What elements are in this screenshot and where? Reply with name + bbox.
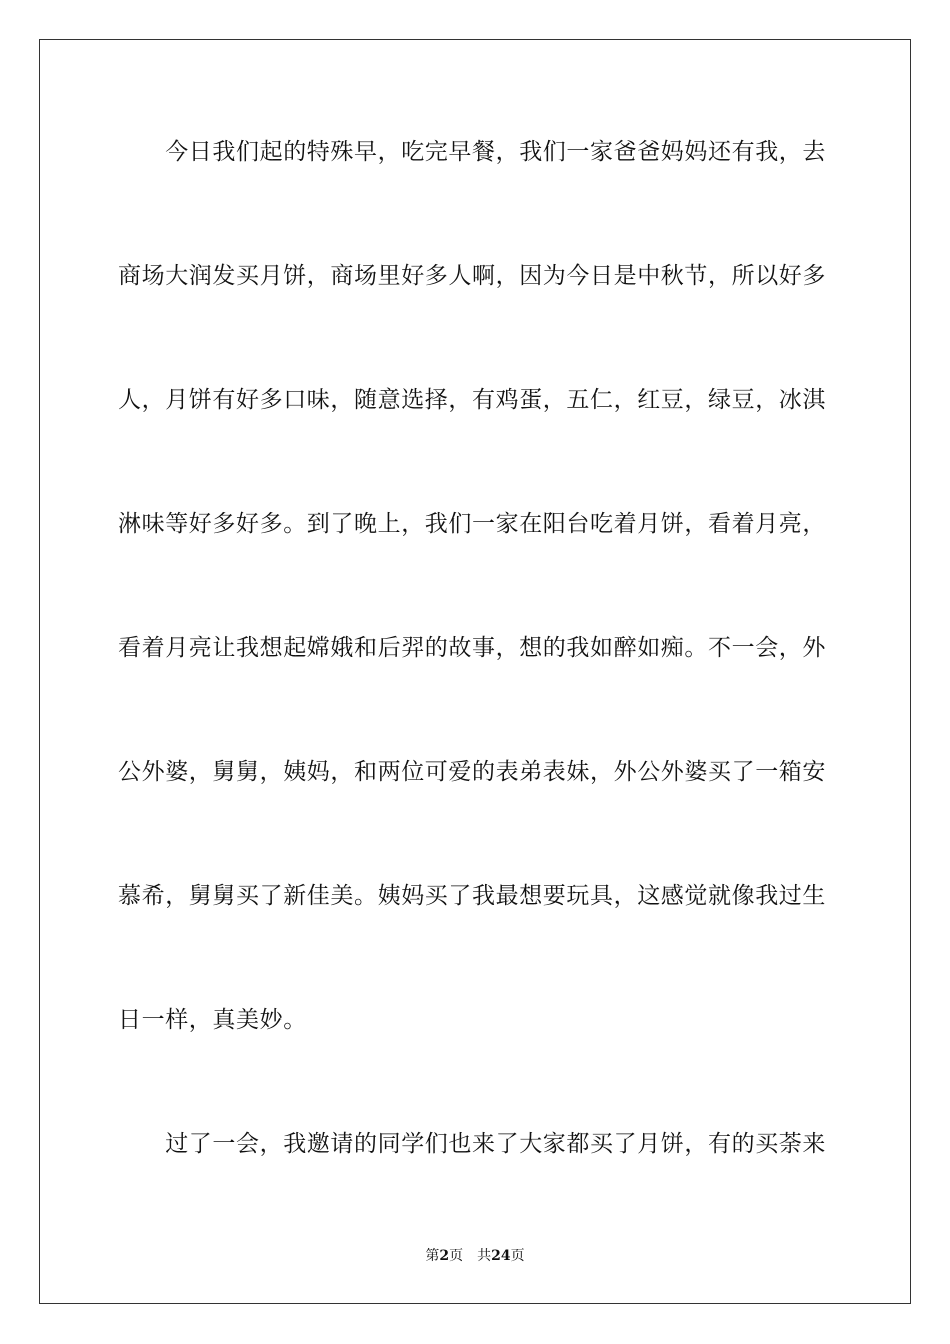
text-line: 看着月亮让我想起嫦娥和后羿的故事，想的我如醉如痴。不一会，外 (118, 635, 826, 661)
text-line: 日一样，真美妙。 (118, 1007, 307, 1033)
page-footer (0, 1247, 950, 1265)
text-line: 今日我们起的特殊早，吃完早餐，我们一家爸爸妈妈还有我，去 (118, 139, 826, 165)
page-number-prefix: 第 (425, 1248, 440, 1264)
text-line: 过了一会，我邀请的同学们也来了大家都买了月饼，有的买荼来 (118, 1131, 826, 1157)
page-number-suffix: 页 (449, 1248, 464, 1264)
text-line: 商场大润发买月饼，商场里好多人啊，因为今日是中秋节，所以好多 (118, 263, 826, 289)
total-pages-suffix: 页 (510, 1248, 525, 1264)
page-number: 2 (439, 1248, 450, 1264)
total-pages-prefix: 共 (477, 1248, 492, 1264)
text-line: 淋味等好多好多。到了晚上，我们一家在阳台吃着月饼，看着月亮， (118, 511, 826, 537)
text-line: 人，月饼有好多口味，随意选择，有鸡蛋，五仁，红豆，绿豆，冰淇 (118, 387, 826, 413)
text-line: 慕希，舅舅买了新佳美。姨妈买了我最想要玩具，这感觉就像我过生 (118, 883, 826, 909)
total-pages: 24 (491, 1248, 511, 1264)
text-line: 公外婆，舅舅，姨妈，和两位可爱的表弟表妹，外公外婆买了一箱安 (118, 759, 826, 785)
page-border (39, 39, 911, 1304)
